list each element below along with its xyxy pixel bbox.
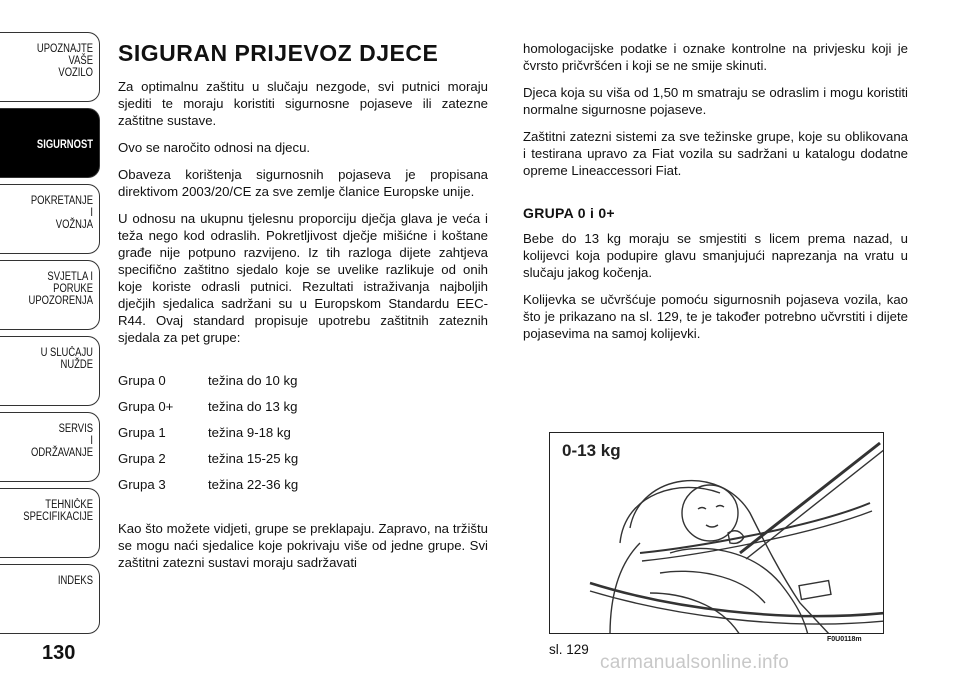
- paragraph: Obaveza korištenja sigurnosnih pojaseva je propisana direktivom 2003/20/CE za sve zemlje članice Europske unije.: [118, 167, 488, 199]
- watermark: carmanualsonline.info: [600, 652, 790, 673]
- tab-label: TEHNIČKE SPECIFIKACIJE: [23, 499, 94, 523]
- tab-label: UPOZNAJTE VAŠE VOZILO: [36, 43, 93, 79]
- infant-carrier-illustration: [550, 433, 884, 634]
- paragraph: homologacijske podatke i oznake kontrolne na privjesku koji je čvrsto pričvršćen i koji se ne smije skinuti.: [523, 41, 908, 73]
- group-name: Grupa 3: [118, 477, 166, 492]
- paragraph: Kao što možete vidjeti, grupe se preklapaju. Zapravo, na tržištu se mogu naći sjedalice koje pokrivaju više od jedne grupe. Svi zaštitni zatezni sustavi moraju sadržavati: [118, 521, 488, 570]
- left-column: [118, 40, 488, 581]
- subsection-title: GRUPA 0 i 0+: [523, 205, 615, 221]
- tab-label: SVJETLA I PORUKE UPOZORENJA: [28, 271, 93, 307]
- tab-indeks[interactable]: [0, 564, 100, 634]
- tab-label: U SLUČAJU NUŽDE: [40, 347, 93, 371]
- paragraph: Ovo se naročito odnosi na djecu.: [118, 140, 311, 155]
- tab-upoznajte-vase-vozilo[interactable]: [0, 32, 100, 102]
- tab-servis-i-odrzavanje[interactable]: [0, 412, 100, 482]
- group-row: [118, 368, 488, 394]
- paragraph: Djeca koja su viša od 1,50 m smatraju se odraslim i mogu koristiti normalne sigurnosne pojaseve.: [523, 85, 908, 117]
- tab-u-slucaju-nuzde[interactable]: [0, 336, 100, 406]
- paragraph: U odnosu na ukupnu tjelesnu proporciju dječja glava je veća i teža nego kod odraslih. Pokretljivost dječje mišićne i koštane građe nije potpuno razvijeno. Iz tih razloga dijete zahtjeva specifično zaštitno sjedalo koje se uvelike razlikuje od onih koje koriste odrasli putnici. Rezultati istraživanja najboljih dječjih sjedalica sadržani su u Europskom Standardu EEC-R44. Ovaj standard propisuje upotrebu zaštitnih zateznih sjedala za pet grupe:: [118, 211, 488, 345]
- group-list: [118, 368, 488, 498]
- right-column: [523, 40, 908, 352]
- figure-caption: sl. 129: [549, 642, 589, 657]
- group-weight: težina do 13 kg: [208, 399, 298, 414]
- figure-weight-label: 0-13 kg: [562, 441, 621, 460]
- group-row: [118, 420, 488, 446]
- group-weight: težina 22-36 kg: [208, 477, 299, 492]
- paragraph: Kolijevka se učvršćuje pomoću sigurnosnih pojaseva vozila, kao što je prikazano na sl. 129, te je također potrebno učvrstiti i dijete pojasevima na samoj kolijevki.: [523, 292, 908, 341]
- tab-label: SERVIS I ODRŽAVANJE: [31, 423, 93, 459]
- paragraph: Za optimalnu zaštitu u slučaju nezgode, svi putnici moraju sjediti te moraju koristiti sigurnosne pojaseve ili zatezne zaštitne sustave.: [118, 79, 488, 128]
- paragraph: Zaštitni zatezni sistemi za sve težinske grupe, koje su oblikovana i testirana upravo za Fiat vozila su sadržani u katalogu dodatne opreme Lineaccessori Fiat.: [523, 129, 908, 178]
- tab-sigurnost[interactable]: [0, 108, 100, 178]
- figure-code: F0U0118m: [827, 636, 862, 643]
- group-weight: težina do 10 kg: [208, 373, 298, 388]
- paragraph: Bebe do 13 kg moraju se smjestiti s licem prema nazad, u kolijevci koja podupire glavu smanjujući naprezanja na vratu u slučaju jakog kočenja.: [523, 231, 908, 280]
- section-title: SIGURAN PRIJEVOZ DJECE: [118, 40, 439, 66]
- group-row: [118, 394, 488, 420]
- group-name: Grupa 1: [118, 425, 166, 440]
- group-row: [118, 472, 488, 498]
- group-row: [118, 446, 488, 472]
- group-weight: težina 15-25 kg: [208, 451, 299, 466]
- tab-label: SIGURNOST: [36, 139, 93, 151]
- tab-pokretanje-i-voznja[interactable]: [0, 184, 100, 254]
- group-weight: težina 9-18 kg: [208, 425, 291, 440]
- tab-svjetla-i-poruke[interactable]: [0, 260, 100, 330]
- figure-infant-carrier: [549, 432, 884, 634]
- group-name: Grupa 0+: [118, 399, 174, 414]
- tab-label: INDEKS: [57, 575, 93, 587]
- group-name: Grupa 2: [118, 451, 166, 466]
- tab-tehnicke-specifikacije[interactable]: [0, 488, 100, 558]
- page-number: 130: [42, 642, 76, 664]
- tab-label: POKRETANJE I VOŽNJA: [30, 195, 93, 231]
- group-name: Grupa 0: [118, 373, 166, 388]
